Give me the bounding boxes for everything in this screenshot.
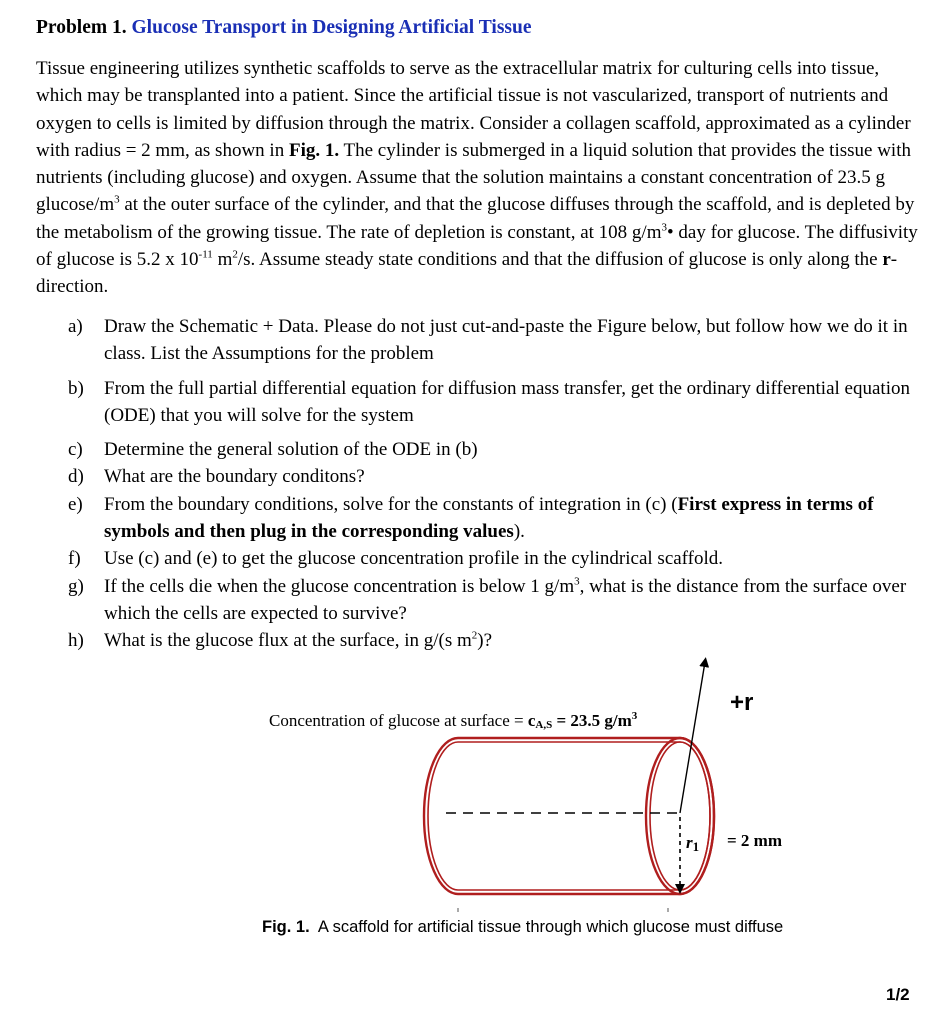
concentration-subscript: A,S	[535, 719, 553, 731]
exponent: 3	[574, 575, 580, 588]
figure-caption	[262, 918, 783, 937]
problem-number: Problem 1.	[36, 17, 127, 38]
question-label: a)	[68, 316, 83, 337]
radius-value: = 2 mm	[727, 831, 783, 850]
r-axis-label: +r	[730, 689, 754, 716]
question-g-text-2: , what is the distance from the surface over which the cells are expected to survive?	[104, 575, 907, 624]
question-e-text: From the boundary conditions, solve for the constants of integration in (c) (	[104, 493, 678, 515]
cylinder-outline-outer	[424, 738, 714, 894]
question-label: e)	[68, 493, 83, 515]
intro-text-4: • day for glucose. The diffusivity of glucose is 5.2 x 10	[36, 221, 918, 271]
intro-text-2: The cylinder is submerged in a liquid solution that provides the tissue with nutrients (including glucose) and oxygen. Assume that the solution maintains a constant concentration of 23.5 g glucose/m	[36, 139, 911, 216]
question-label: g)	[68, 575, 84, 597]
figure-reference: Fig. 1.	[288, 139, 340, 161]
radius-symbol-r: r	[686, 833, 693, 852]
intro-text-1: Tissue engineering utilizes synthetic scaffolds to serve as the extracellular matrix for culturing cells into tissue, which may be transplanted into a patient. Since the artificial tissue is not vascularized, transport of nutrients and oxygen to cells is limited by diffusion through the matrix. Consider a collagen scaffold, approximated as a cylinder with radius = 2 mm, as shown in	[36, 58, 911, 161]
question-h-text-1: What is the glucose flux at the surface, in g/(s m	[104, 630, 472, 652]
intro-text-7: -direction.	[36, 249, 898, 298]
question-text: What are the boundary conditons?	[104, 466, 365, 488]
exponent: 3	[661, 221, 667, 234]
caption-text: A scaffold for artificial tissue through which glucose must diffuse	[309, 918, 784, 936]
question-text: Draw the Schematic + Data. Please do not just cut-and-paste the Figure below, but follow how we do it in class. List the Assumptions for the problem	[104, 316, 908, 365]
concentration-value: = 23.5 g/m	[552, 711, 632, 730]
exponent: -11	[198, 248, 213, 261]
concentration-exponent: 3	[631, 710, 638, 722]
question-e-tail: ).	[513, 521, 525, 543]
question-label: b)	[68, 377, 84, 399]
question-label: c)	[68, 439, 83, 461]
cylinder-end-cap-outer	[646, 738, 714, 894]
exponent: 3	[114, 194, 120, 207]
intro-text-3: at the outer surface of the cylinder, and that the glucose diffuses through the scaffold, and is depleted by the metabolism of the growing tissue. The rate of depletion is constant, at 108 g/m	[36, 194, 915, 243]
question-label: f)	[68, 548, 81, 570]
concentration-symbol: c	[527, 711, 536, 730]
exponent: 2	[471, 629, 478, 642]
problem-title-text: Glucose Transport in Designing Artificial Tissue	[131, 17, 532, 38]
question-text: From the full partial differential equation for diffusion mass transfer, get the ordinary differential equation (ODE) that you will solve for the system	[104, 377, 910, 426]
question-g-text-1: If the cells die when the glucose concentration is below 1 g/m	[104, 575, 575, 597]
intro-text-5: m	[212, 249, 233, 271]
radius-symbol	[686, 833, 699, 854]
intro-text-6: /s. Assume steady state conditions and that the diffusion of glucose is only along the	[237, 249, 883, 271]
surface-concentration-label	[269, 710, 638, 731]
r-direction: r	[882, 249, 891, 271]
page-number: 1/2	[886, 985, 910, 1004]
question-text: Use (c) and (e) to get the glucose concentration profile in the cylindrical scaffold.	[104, 548, 724, 570]
question-text: Determine the general solution of the ODE in (b)	[104, 439, 478, 461]
question-label: h)	[68, 630, 84, 652]
question-label: d)	[68, 466, 84, 488]
question-h-text-2: )?	[477, 630, 493, 652]
question-e-bold: First express in terms of symbols and then plug in the corresponding values	[104, 493, 874, 543]
radius-subscript: 1	[692, 839, 700, 854]
concentration-prefix: Concentration of glucose at surface =	[269, 711, 528, 730]
caption-label: Fig. 1.	[262, 918, 310, 936]
exponent: 2	[232, 248, 238, 261]
cylinder-outline-inner	[428, 742, 710, 890]
